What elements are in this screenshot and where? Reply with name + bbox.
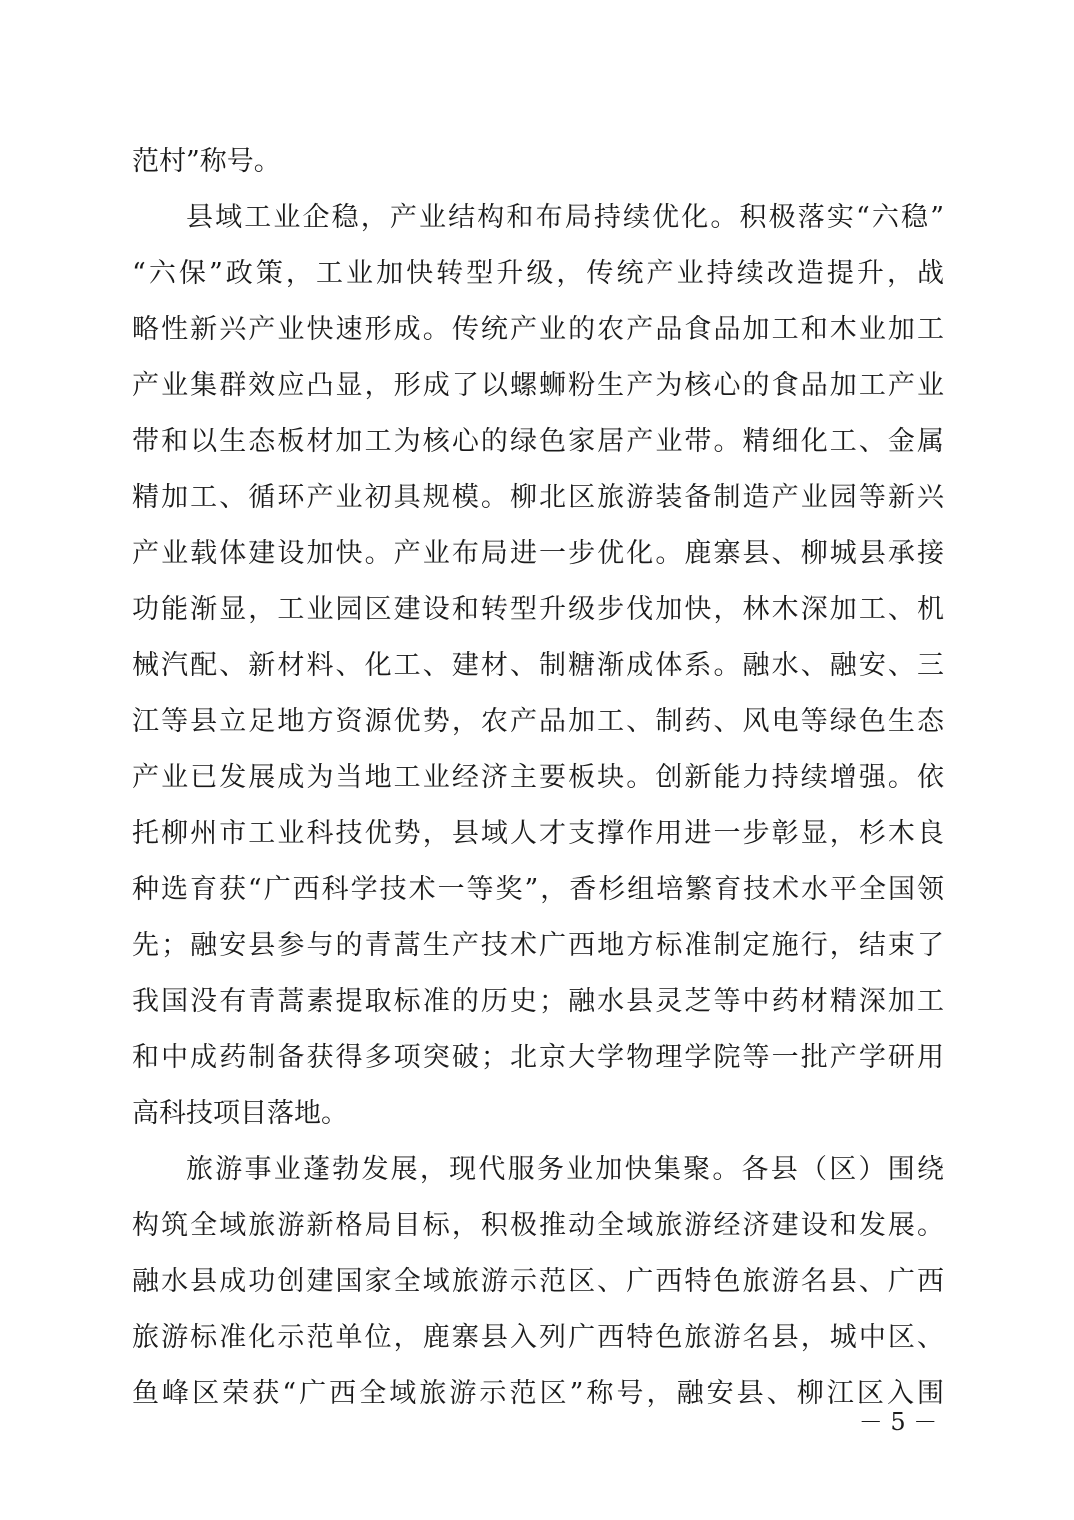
text-line: “六保”政策，工业加快转型升级，传统产业持续改造提升，战 <box>132 258 944 289</box>
text-line: 械汽配、新材料、化工、建材、制糖渐成体系。融水、融安、三 <box>132 650 944 681</box>
text-line: 先；融安县参与的青蒿生产技术广西地方标准制定施行，结束了 <box>132 930 944 961</box>
text-line: 功能渐显，工业园区建设和转型升级步伐加快，林木深加工、机 <box>132 594 944 625</box>
text-line: 产业已发展成为当地工业经济主要板块。创新能力持续增强。依 <box>132 762 944 793</box>
text-line: 高科技项目落地。 <box>132 1098 348 1129</box>
text-line: 种选育获“广西科学技术一等奖”，香杉组培繁育技术水平全国领 <box>132 874 944 905</box>
paragraph-first-line: 旅游事业蓬勃发展，现代服务业加快集聚。各县（区）围绕 <box>186 1154 944 1185</box>
text-line: 略性新兴产业快速形成。传统产业的农产品食品加工和木业加工 <box>132 314 944 345</box>
text-line: 产业集群效应凸显，形成了以螺蛳粉生产为核心的食品加工产业 <box>132 370 944 401</box>
text-line: 精加工、循环产业初具规模。柳北区旅游装备制造产业园等新兴 <box>132 482 944 513</box>
page-number: － 5 － <box>858 1408 938 1436</box>
text-line: 产业载体建设加快。产业布局进一步优化。鹿寨县、柳城县承接 <box>132 538 944 569</box>
text-line: 江等县立足地方资源优势，农产品加工、制药、风电等绿色生态 <box>132 706 944 737</box>
text-line: 鱼峰区荣获“广西全域旅游示范区”称号，融安县、柳江区入围 <box>132 1378 944 1409</box>
text-line: 我国没有青蒿素提取标准的历史；融水县灵芝等中药材精深加工 <box>132 986 944 1017</box>
text-line: 托柳州市工业科技优势，县域人才支撑作用进一步彰显，杉木良 <box>132 818 944 849</box>
text-line: 带和以生态板材加工为核心的绿色家居产业带。精细化工、金属 <box>132 426 944 457</box>
text-line: 构筑全域旅游新格局目标，积极推动全域旅游经济建设和发展。 <box>132 1210 944 1241</box>
text-line: 旅游标准化示范单位，鹿寨县入列广西特色旅游名县，城中区、 <box>132 1322 944 1353</box>
text-line: 融水县成功创建国家全域旅游示范区、广西特色旅游名县、广西 <box>132 1266 944 1297</box>
text-line: 范村”称号。 <box>132 146 281 177</box>
text-line: 和中成药制备获得多项突破；北京大学物理学院等一批产学研用 <box>132 1042 944 1073</box>
paragraph-first-line: 县域工业企稳，产业结构和布局持续优化。积极落实“六稳” <box>186 202 944 233</box>
